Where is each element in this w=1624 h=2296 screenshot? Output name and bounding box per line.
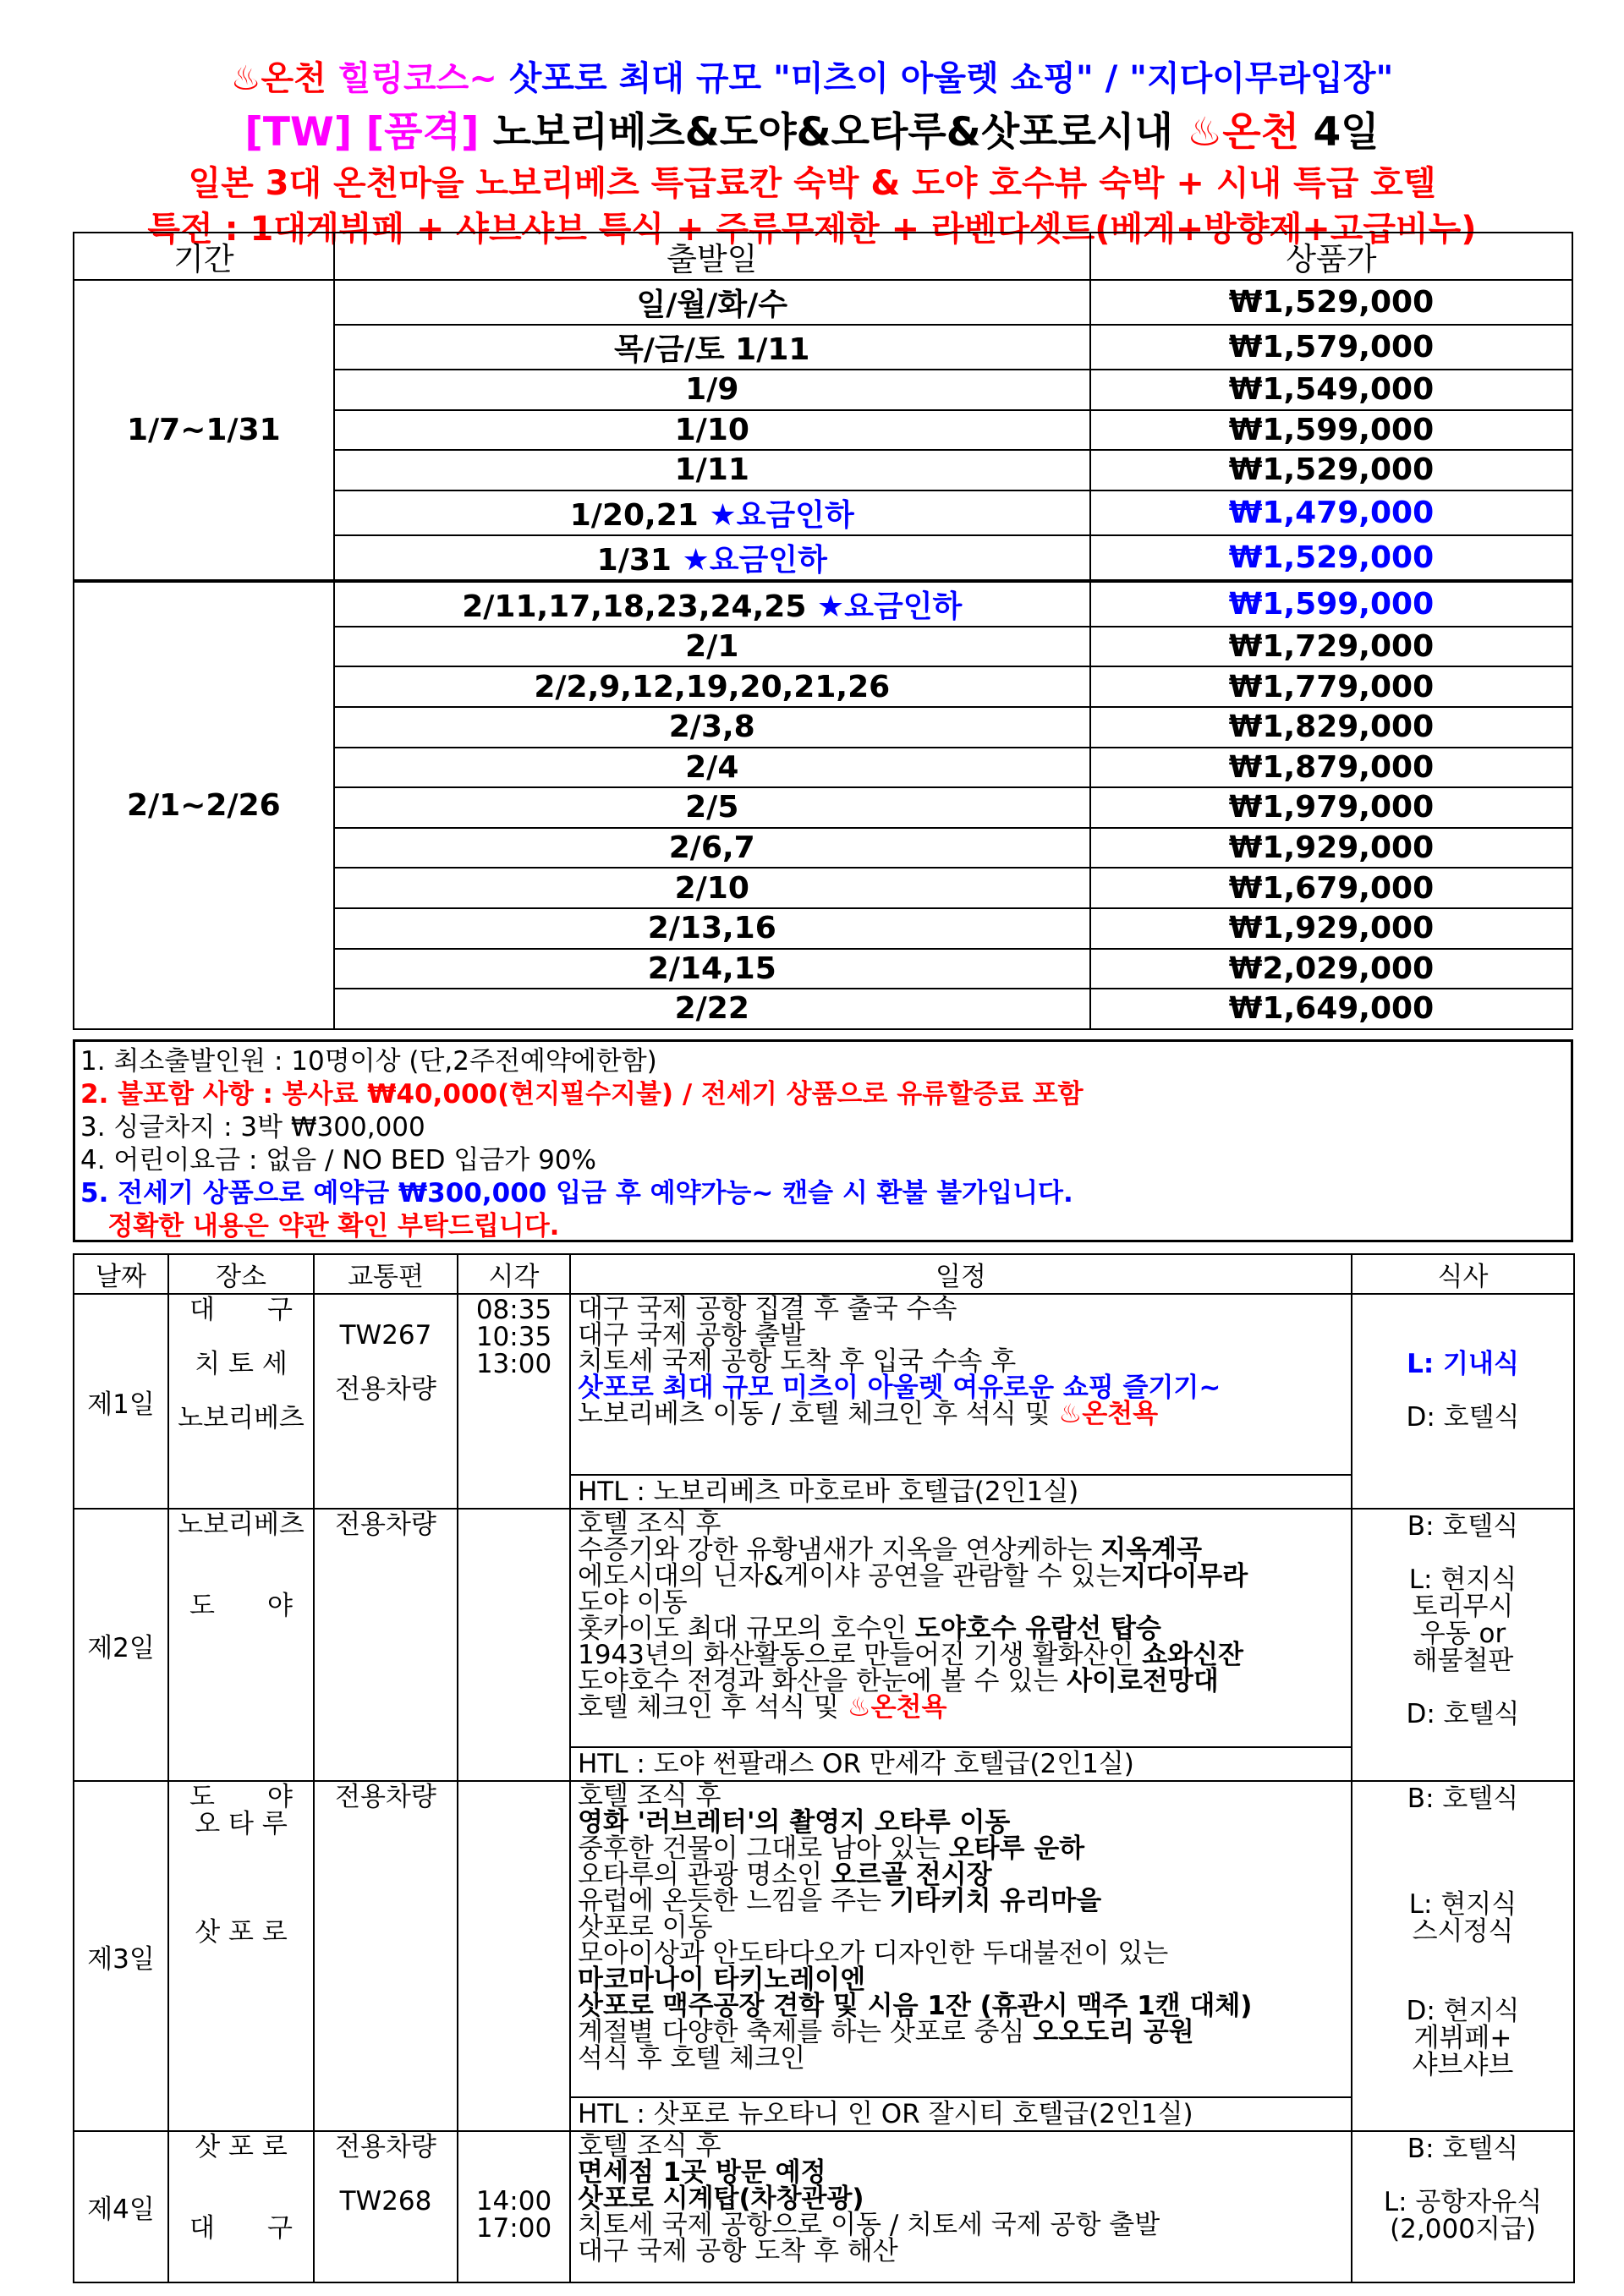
meal-line: 게뷔페+	[1413, 2023, 1512, 2053]
time-cell-line	[458, 2161, 569, 2188]
place-cell-line	[169, 2161, 313, 2188]
schedule-text: 삿포로 이동	[578, 1912, 713, 1943]
meal-line	[1352, 2162, 1573, 2189]
meal-cell	[1352, 1294, 1574, 1509]
header-line-3: 일본 3대 온천마을 노보리베츠 특급료칸 숙박 & 도야 호수뷰 숙박 + 시내 특급 호텔	[188, 164, 1436, 203]
schedule-text: 수증기와 강한 유황냄새가 지옥을 연상케하는	[578, 1535, 1101, 1565]
schedule-text: ♨온천욕	[1058, 1399, 1159, 1429]
meal-line: B: 호텔식	[1407, 2134, 1519, 2164]
meal-line	[1352, 1324, 1573, 1351]
time-cell-line: 13:00	[475, 1349, 552, 1379]
schedule-text: 사이로전망대	[1067, 1666, 1219, 1696]
price-cell: ₩1,979,000	[1090, 787, 1572, 828]
header-line-1: ♨온천 힐링코스~ 삿포로 최대 규모 "미츠이 아울렛 쇼핑" / "지다이무라입장"	[230, 59, 1394, 98]
schedule-cell	[570, 1294, 1352, 1509]
schedule-line	[578, 1692, 1351, 1723]
page-header	[0, 52, 1624, 252]
price-cell: ₩1,599,000	[1090, 410, 1572, 451]
price-cell: ₩1,479,000	[1090, 490, 1572, 535]
departure-date: 2/2,9,12,19,20,21,26	[534, 669, 891, 704]
departure-date: 2/11,17,18,23,24,25	[462, 589, 807, 624]
place-cell	[168, 1509, 314, 1781]
price-cell: ₩1,529,000	[1090, 450, 1572, 490]
time-cell	[458, 1509, 570, 1781]
departure-date: 2/6,7	[668, 830, 755, 866]
place-cell-line	[169, 1378, 313, 1405]
schedule-line	[578, 1642, 1351, 1669]
meal-line: 토리무시	[1412, 1592, 1514, 1622]
header-departure: 출발일	[334, 233, 1090, 280]
meal-line: L: 현지식	[1408, 1889, 1517, 1920]
header-line-2: [TW] [품격] 노보리베츠&도야&오타루&삿포로시내 ♨온천 4일	[244, 109, 1380, 156]
schedule-line	[578, 1912, 1351, 1943]
schedule-text: 마코마나이 타키노레이엔	[578, 1964, 866, 1995]
departure-cell	[334, 787, 1090, 828]
meal-line: 해물철판	[1412, 1646, 1514, 1676]
departure-cell	[334, 666, 1090, 707]
schedule-line	[578, 1296, 1351, 1323]
meal-line: 우동 or	[1419, 1619, 1506, 1649]
place-cell-line: 도 야	[189, 1591, 293, 1621]
schedule-line	[578, 1587, 1351, 1618]
price-cell: ₩1,599,000	[1090, 581, 1572, 627]
schedule-line	[578, 1781, 1351, 1811]
place-cell	[168, 2131, 314, 2282]
place-cell-line	[169, 1865, 313, 1892]
schedule-line	[578, 1862, 1351, 1888]
departure-date: 일/월/화/수	[636, 288, 788, 322]
place-cell-line	[169, 2188, 313, 2215]
transport-cell	[314, 1509, 458, 1781]
schedule-line	[578, 1616, 1351, 1642]
schedule-text: 대구 국제 공항 도착 후 해산	[578, 2236, 898, 2266]
meal-line	[1352, 1838, 1573, 1865]
price-table	[73, 232, 1573, 1030]
departure-cell	[334, 868, 1090, 908]
price-cell: ₩1,679,000	[1090, 868, 1572, 908]
schedule-cell	[570, 1781, 1352, 2131]
place-cell-line: 치 토 세	[195, 1349, 288, 1379]
schedule-line	[578, 2238, 1351, 2265]
day-cell: 제4일	[74, 2131, 168, 2282]
place-cell-line: 대 구	[189, 1295, 293, 1325]
schedule-line	[578, 1807, 1351, 1838]
schedule-text: 도야 이동	[578, 1587, 688, 1618]
transport-cell	[314, 1294, 458, 1509]
departure-date: 2/5	[685, 790, 739, 825]
schedule-text: 오타루 운하	[948, 1833, 1085, 1864]
place-cell-line: 노보리베츠	[178, 1403, 304, 1433]
departure-date: 2/3,8	[668, 710, 755, 745]
schedule-text: 대구 국제 공항 출발	[578, 1320, 806, 1351]
price-table-header	[74, 233, 1572, 280]
departure-date: 2/4	[685, 749, 739, 785]
schedule-wrap	[571, 1782, 1351, 2130]
header-meals: 식사	[1352, 1254, 1574, 1294]
transport-cell-line: 전용차량	[335, 1510, 436, 1540]
place-cell-line	[169, 1838, 313, 1865]
day-cell: 제1일	[74, 1294, 168, 1509]
departure-date: 1/31	[596, 542, 672, 578]
header-line-4: 특전 : 1대게뷔페 + 샤브샤브 특식 + 주류무제한 + 라벤다셋트(베게+방향제+고급비누)	[147, 210, 1477, 249]
departure-cell	[334, 280, 1090, 325]
schedule-text: 쇼와신잔	[1142, 1640, 1243, 1670]
place-cell	[168, 1294, 314, 1509]
header-place: 장소	[168, 1254, 314, 1294]
schedule-lines	[571, 1295, 1351, 1474]
hotel-info: HTL : 삿포로 뉴오타니 인 OR 잘시티 호텔급(2인1실)	[571, 2096, 1351, 2130]
itinerary-header	[74, 1254, 1574, 1294]
meal-line: B: 호텔식	[1407, 1784, 1519, 1814]
schedule-line	[578, 1833, 1351, 1864]
meal-cell	[1352, 1781, 1574, 2131]
schedule-line	[578, 1561, 1351, 1592]
meal-line: 샤브샤브	[1412, 2050, 1514, 2080]
place-cell-line: 오 타 루	[195, 1809, 288, 1839]
place-cell-line	[169, 1892, 313, 1919]
note-line: 정확한 내용은 약관 확인 부탁드립니다.	[80, 1211, 560, 1241]
schedule-text: 지옥계곡	[1100, 1535, 1203, 1565]
schedule-lines	[571, 1782, 1351, 2096]
schedule-text: 오르골 전시장	[831, 1860, 992, 1890]
price-cell: ₩1,529,000	[1090, 535, 1572, 581]
place-cell-line: 도 야	[189, 1782, 293, 1812]
itinerary-day-row	[74, 2131, 1574, 2282]
schedule-line	[578, 1401, 1351, 1427]
itinerary-day-row	[74, 1781, 1574, 2131]
header-time: 시각	[458, 1254, 570, 1294]
schedule-line	[578, 1511, 1351, 1537]
schedule-text: 지다이무라	[1121, 1561, 1248, 1592]
schedule-line	[578, 1888, 1351, 1915]
price-cell: ₩1,929,000	[1090, 828, 1572, 869]
hotel-info: HTL : 도야 썬팔래스 OR 만세각 호텔급(2인1실)	[571, 1746, 1351, 1780]
schedule-wrap	[571, 2132, 1351, 2282]
meal-line	[1352, 1865, 1573, 1891]
schedule-line	[578, 1537, 1351, 1564]
meal-line	[1352, 1298, 1573, 1324]
discount-note: ★요금인하	[698, 497, 854, 533]
schedule-text: 치토세 국제 공항 도착 후 입국 수속 후	[578, 1346, 1017, 1377]
time-cell-line: 08:35	[475, 1295, 552, 1325]
schedule-text: 석식 후 호텔 체크인	[578, 2043, 806, 2074]
price-cell: ₩2,029,000	[1090, 949, 1572, 989]
schedule-text: 대구 국제 공항 집결 후 출국 수속	[578, 1294, 957, 1324]
departure-date: 2/10	[674, 870, 749, 906]
departure-date: 1/10	[674, 412, 749, 447]
note-line: 3. 싱글차지 : 3박 ₩300,000	[80, 1112, 425, 1143]
departure-cell	[334, 535, 1090, 581]
departure-cell	[334, 707, 1090, 748]
price-cell: ₩1,579,000	[1090, 325, 1572, 370]
schedule-line	[578, 1346, 1351, 1377]
departure-cell	[334, 370, 1090, 410]
place-cell-line: 삿 포 로	[195, 2132, 288, 2162]
itinerary-table	[73, 1253, 1575, 2283]
meal-cell	[1352, 1509, 1574, 1781]
schedule-lines	[571, 2132, 1351, 2282]
period-cell: 2/1~2/26	[74, 581, 334, 1029]
header-transport: 교통편	[314, 1254, 458, 1294]
schedule-text: 도야호수 유람선 탑승	[914, 1614, 1161, 1644]
note-line: 4. 어린이요금 : 없음 / NO BED 입금가 90%	[80, 1145, 596, 1175]
departure-cell	[334, 949, 1090, 989]
departure-date: 목/금/토 1/11	[614, 332, 810, 367]
schedule-line	[578, 1375, 1351, 1401]
schedule-line	[578, 2157, 1351, 2188]
discount-note: ★요금인하	[806, 589, 963, 624]
hot-spring-icon: ♨	[1187, 109, 1223, 156]
schedule-line	[578, 1938, 1351, 1969]
schedule-wrap	[571, 1510, 1351, 1780]
meal-line: D: 현지식	[1406, 1996, 1520, 2026]
schedule-wrap	[571, 1295, 1351, 1508]
schedule-text: 호텔 조식 후	[578, 1781, 721, 1811]
place-cell-line	[169, 1538, 313, 1565]
place-cell-line: 대 구	[189, 2213, 293, 2244]
departure-cell	[334, 748, 1090, 788]
departure-date: 1/11	[674, 452, 749, 488]
meal-cell	[1352, 2131, 1574, 2282]
schedule-text: ♨온천욕	[847, 1692, 947, 1723]
meal-line: 스시정식	[1412, 1916, 1514, 1947]
note-line: 2. 불포함 사항 : 봉사료 ₩40,000(현지필수지불) / 전세기 상품으로 유류할증료 포함	[80, 1079, 1084, 1110]
header-period: 기간	[74, 233, 334, 280]
departure-date: 2/13,16	[647, 911, 776, 946]
time-cell-line	[458, 2134, 569, 2161]
departure-cell	[334, 325, 1090, 370]
place-cell-line	[169, 1323, 313, 1351]
header-price: 상품가	[1090, 233, 1572, 280]
time-cell-line: 14:00	[475, 2186, 552, 2217]
schedule-text: 모아이상과 안도타다오가 디자인한 두대불전이 있는	[578, 1938, 1169, 1969]
schedule-line	[578, 2131, 1351, 2162]
schedule-line	[578, 2019, 1351, 2046]
schedule-text: 노보리베츠 이동 / 호텔 체크인 후 석식 및	[578, 1399, 1059, 1429]
schedule-line	[578, 1964, 1351, 1995]
meal-line: L: 현지식	[1408, 1564, 1517, 1595]
price-cell: ₩1,879,000	[1090, 748, 1572, 788]
meal-line: B: 호텔식	[1407, 1511, 1519, 1542]
transport-cell	[314, 2131, 458, 2282]
hotel-info: HTL : 노보리베츠 마호로바 호텔급(2인1실)	[571, 1474, 1351, 1508]
schedule-text: 기타키치 유리마을	[889, 1886, 1102, 1916]
period-cell: 1/7~1/31	[74, 280, 334, 581]
price-cell: ₩1,829,000	[1090, 707, 1572, 748]
time-cell-line: 10:35	[475, 1322, 552, 1352]
schedule-line	[578, 1993, 1351, 2019]
schedule-text: 치토세 국제 공항으로 이동 / 치토세 국제 공항 출발	[578, 2210, 1160, 2240]
note-line: 5. 전세기 상품으로 예약금 ₩300,000 입금 후 예약가능~ 캔슬 시 환불 불가입니다.	[80, 1178, 1073, 1208]
transport-cell	[314, 1781, 458, 2131]
itinerary-day-row	[74, 1509, 1574, 1781]
departure-cell	[334, 450, 1090, 490]
departure-cell	[334, 627, 1090, 667]
departure-cell	[334, 410, 1090, 451]
meal-line	[1352, 1971, 1573, 1997]
schedule-line	[578, 2043, 1351, 2074]
schedule-cell	[570, 2131, 1352, 2282]
meal-line	[1352, 1540, 1573, 1566]
schedule-text: 호텔 조식 후	[578, 1509, 721, 1539]
schedule-line	[578, 2186, 1351, 2212]
header-schedule: 일정	[570, 1254, 1352, 1294]
schedule-text: 계절별 다양한 축제를 하는 삿포로 중심	[578, 2017, 1034, 2047]
departure-date: 2/1	[685, 629, 739, 665]
meal-line	[1352, 1378, 1573, 1404]
price-cell: ₩1,549,000	[1090, 370, 1572, 410]
meal-line: D: 호텔식	[1406, 1699, 1520, 1729]
meal-line	[1352, 1812, 1573, 1838]
day-cell: 제3일	[74, 1781, 168, 2131]
price-cell: ₩1,929,000	[1090, 908, 1572, 949]
departure-date: 2/22	[674, 991, 749, 1027]
departure-cell	[334, 908, 1090, 949]
price-row	[74, 280, 1572, 325]
transport-cell-line	[315, 2161, 457, 2188]
departure-cell	[334, 490, 1090, 535]
notes-box	[73, 1039, 1573, 1242]
departure-date: 1/9	[685, 372, 739, 408]
meal-line: D: 호텔식	[1406, 1402, 1520, 1433]
schedule-text: 삿포로 시계탑(차창관광)	[578, 2184, 864, 2214]
itinerary-day-row	[74, 1294, 1574, 1509]
meal-line: L: 기내식	[1407, 1349, 1519, 1379]
schedule-text: 홋카이도 최대 규모의 호수인	[578, 1614, 915, 1644]
meal-line: (2,000지급)	[1390, 2214, 1536, 2244]
meal-line	[1352, 1945, 1573, 1971]
time-cell-line: 17:00	[475, 2213, 552, 2244]
schedule-text: 호텔 조식 후	[578, 2131, 721, 2162]
place-cell	[168, 1781, 314, 2131]
time-cell	[458, 1781, 570, 2131]
departure-cell	[334, 989, 1090, 1029]
schedule-text: 영화 '러브레터'의 촬영지 오타루 이동	[578, 1807, 1011, 1838]
place-cell-line: 노보리베츠	[178, 1510, 304, 1540]
transport-cell-line: 전용차량	[335, 2132, 436, 2162]
schedule-text: 삿포로 맥주공장 견학 및 시음 1잔 (휴관시 맥주 1캔 대체)	[578, 1991, 1253, 2021]
schedule-text: 유럽에 온듯한 느낌을 주는	[578, 1886, 890, 1916]
time-cell	[458, 1294, 570, 1509]
departure-date: 2/14,15	[647, 951, 776, 986]
transport-cell-line	[315, 1295, 457, 1322]
place-cell-line: 삿 포 로	[195, 1917, 288, 1948]
departure-date: 1/20,21	[569, 497, 699, 533]
price-cell: ₩1,779,000	[1090, 666, 1572, 707]
schedule-text: 오타루의 관광 명소인	[578, 1860, 831, 1890]
transport-cell-line: 전용차량	[335, 1782, 436, 1812]
schedule-text: 1943년의 화산활동으로 만들어진 기생 활화산인	[578, 1640, 1143, 1670]
schedule-line	[578, 1666, 1351, 1696]
schedule-text: 에도시대의 닌자&게이샤 공연을 관람할 수 있는	[578, 1561, 1122, 1592]
discount-note: ★요금인하	[671, 542, 827, 578]
schedule-line	[578, 1320, 1351, 1351]
transport-cell-line: TW267	[339, 1320, 432, 1351]
transport-cell-line: TW268	[339, 2186, 432, 2217]
header-date: 날짜	[74, 1254, 168, 1294]
price-row	[74, 581, 1572, 627]
schedule-text: 호텔 체크인 후 석식 및	[578, 1692, 848, 1723]
meal-line: L: 공항자유식	[1383, 2187, 1543, 2217]
schedule-text: 도야호수 전경과 화산을 한눈에 볼 수 있는	[578, 1666, 1067, 1696]
transport-cell-line	[315, 1349, 457, 1376]
meal-line	[1352, 1674, 1573, 1701]
time-cell	[458, 2131, 570, 2282]
schedule-text: 삿포로 최대 규모 미츠이 아울렛 여유로운 쇼핑 즐기기~	[578, 1373, 1221, 1403]
price-cell: ₩1,529,000	[1090, 280, 1572, 325]
schedule-line	[578, 2212, 1351, 2238]
hot-spring-icon: ♨	[230, 59, 261, 98]
price-cell: ₩1,649,000	[1090, 989, 1572, 1029]
day-cell: 제2일	[74, 1509, 168, 1781]
place-cell-line	[169, 1565, 313, 1592]
schedule-text: 오오도리 공원	[1033, 2017, 1194, 2047]
departure-cell	[334, 581, 1090, 627]
schedule-lines	[571, 1510, 1351, 1746]
price-cell: ₩1,729,000	[1090, 627, 1572, 667]
note-line: 1. 최소출발인원 : 10명이상 (단,2주전예약에한함)	[80, 1046, 657, 1077]
departure-cell	[334, 828, 1090, 869]
schedule-text: 중후한 건물이 그대로 남아 있는	[578, 1833, 949, 1864]
transport-cell-line: 전용차량	[335, 1374, 436, 1405]
schedule-cell	[570, 1509, 1352, 1781]
schedule-text: 면세점 1곳 방문 예정	[578, 2157, 826, 2188]
